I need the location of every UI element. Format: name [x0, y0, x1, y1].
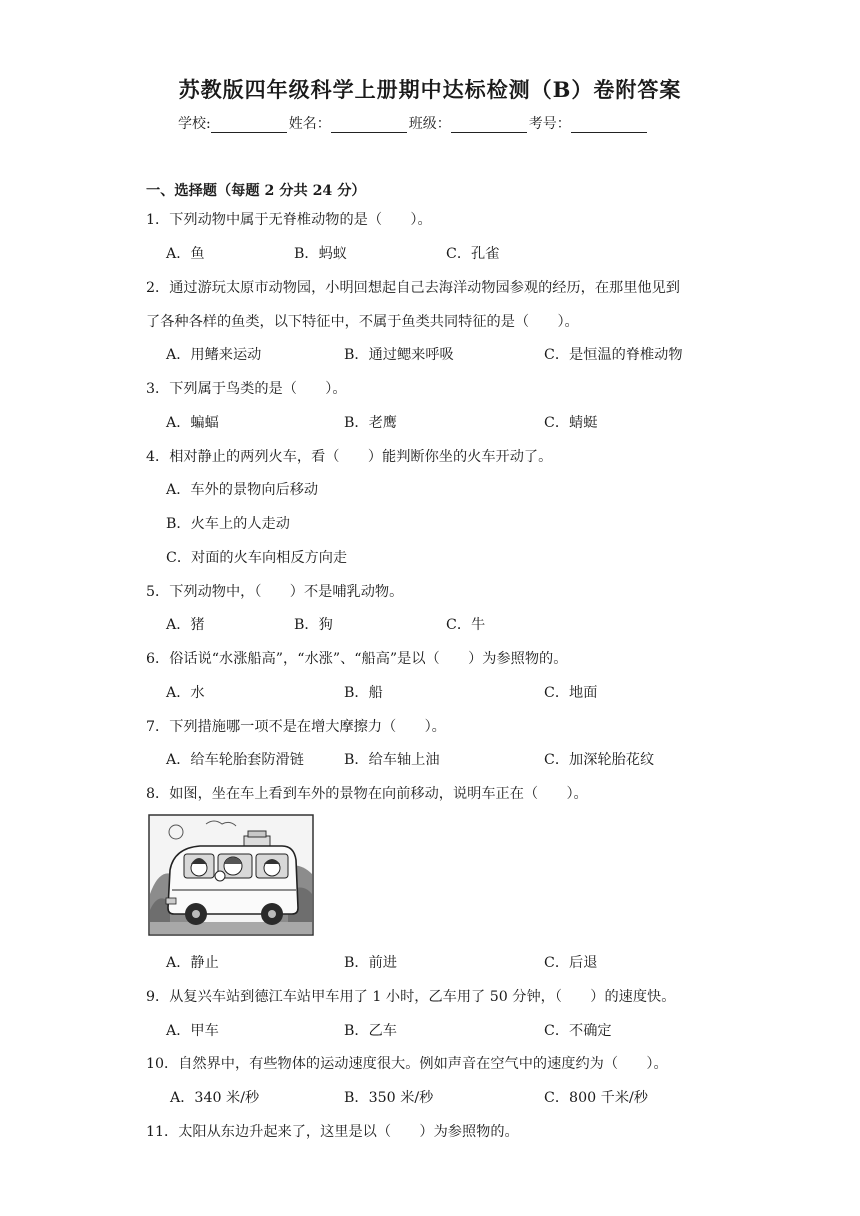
question-6-option-a[interactable]: A．水	[166, 685, 205, 701]
question-2-option-c[interactable]: C．是恒温的脊椎动物	[544, 347, 683, 363]
question-7-option-a[interactable]: A．给车轮胎套防滑链	[166, 752, 304, 768]
question-10-option-a[interactable]: A．340 米/秒	[170, 1090, 260, 1106]
class-blank[interactable]	[451, 118, 527, 133]
question-2-option-a[interactable]: A．用鳍来运动	[166, 347, 262, 363]
question-5-stem: 5．下列动物中，（ ）不是哺乳动物。	[146, 584, 404, 600]
question-2-option-b[interactable]: B．通过鳃来呼吸	[344, 347, 454, 363]
question-9-option-b[interactable]: B．乙车	[344, 1023, 397, 1039]
question-6-stem: 6．俗话说“水涨船高”，“水涨”、“船高”是以（ ）为参照物的。	[146, 651, 568, 667]
question-3-option-c[interactable]: C．蜻蜓	[544, 415, 598, 431]
question-2-stem-line1: 2．通过游玩太原市动物园，小明回想起自己去海洋动物园参观的经历，在那里他见到	[146, 280, 680, 296]
question-3-option-b[interactable]: B．老鹰	[344, 415, 397, 431]
question-5-option-a[interactable]: A．猪	[166, 617, 205, 633]
question-1-option-a[interactable]: A．鱼	[166, 246, 205, 262]
question-9-option-a[interactable]: A．甲车	[166, 1023, 219, 1039]
student-info-line	[178, 113, 649, 133]
question-9-option-c[interactable]: C．不确定	[544, 1023, 612, 1039]
question-6-option-c[interactable]: C．地面	[544, 685, 598, 701]
question-4-option-c[interactable]: C．对面的火车向相反方向走	[166, 550, 348, 566]
question-5-option-c[interactable]: C．牛	[446, 617, 486, 633]
question-7-option-c[interactable]: C．加深轮胎花纹	[544, 752, 655, 768]
question-4-option-a[interactable]: A．车外的景物向后移动	[166, 482, 319, 498]
question-10-stem: 10．自然界中，有些物体的运动速度很大。例如声音在空气中的速度约为（ ）。	[146, 1056, 668, 1072]
school-blank[interactable]	[211, 118, 287, 133]
question-10-option-b[interactable]: B．350 米/秒	[344, 1090, 434, 1106]
question-6-option-b[interactable]: B．船	[344, 685, 383, 701]
question-5-option-b[interactable]: B．狗	[294, 617, 333, 633]
question-1-option-c[interactable]: C．孔雀	[446, 246, 500, 262]
name-label: 姓名：	[288, 116, 331, 132]
question-9-stem: 9．从复兴车站到德江车站甲车用了 1 小时，乙车用了 50 分钟，（ ）的速度快。	[146, 989, 676, 1005]
question-11-stem: 11．太阳从东边升起来了，这里是以（ ）为参照物的。	[146, 1124, 519, 1140]
section-heading: 一、选择题（每题 2 分共 24 分）	[146, 183, 366, 199]
question-8-option-b[interactable]: B．前进	[344, 955, 397, 971]
number-blank[interactable]	[571, 118, 647, 133]
question-3-option-a[interactable]: A．蝙蝠	[166, 415, 219, 431]
question-4-stem: 4．相对静止的两列火车，看（ ）能判断你坐的火车开动了。	[146, 449, 553, 465]
question-4-option-b[interactable]: B．火车上的人走动	[166, 516, 290, 532]
question-8-stem: 8．如图，坐在车上看到车外的景物在向前移动，说明车正在（ ）。	[146, 786, 588, 802]
question-8-option-a[interactable]: A．静止	[166, 955, 219, 971]
number-label: 考号：	[528, 116, 571, 132]
question-3-stem: 3．下列属于鸟类的是（ ）。	[146, 381, 347, 397]
question-10-option-c[interactable]: C．800 千米/秒	[544, 1090, 648, 1106]
question-1-stem: 1．下列动物中属于无脊椎动物的是（ ）。	[146, 212, 432, 228]
question-7-stem: 7．下列措施哪一项不是在增大摩擦力（ ）。	[146, 719, 446, 735]
school-label: 学校:	[178, 116, 211, 132]
bus-illustration	[148, 814, 314, 936]
name-blank[interactable]	[331, 118, 407, 133]
question-7-option-b[interactable]: B．给车轴上油	[344, 752, 440, 768]
question-1-option-b[interactable]: B．蚂蚁	[294, 246, 347, 262]
page-title: 苏教版四年级科学上册期中达标检测（B）卷附答案	[178, 77, 682, 102]
question-2-stem-line2: 了各种各样的鱼类，以下特征中，不属于鱼类共同特征的是（ ）。	[146, 314, 579, 330]
question-8-option-c[interactable]: C．后退	[544, 955, 598, 971]
class-label: 班级：	[408, 116, 451, 132]
